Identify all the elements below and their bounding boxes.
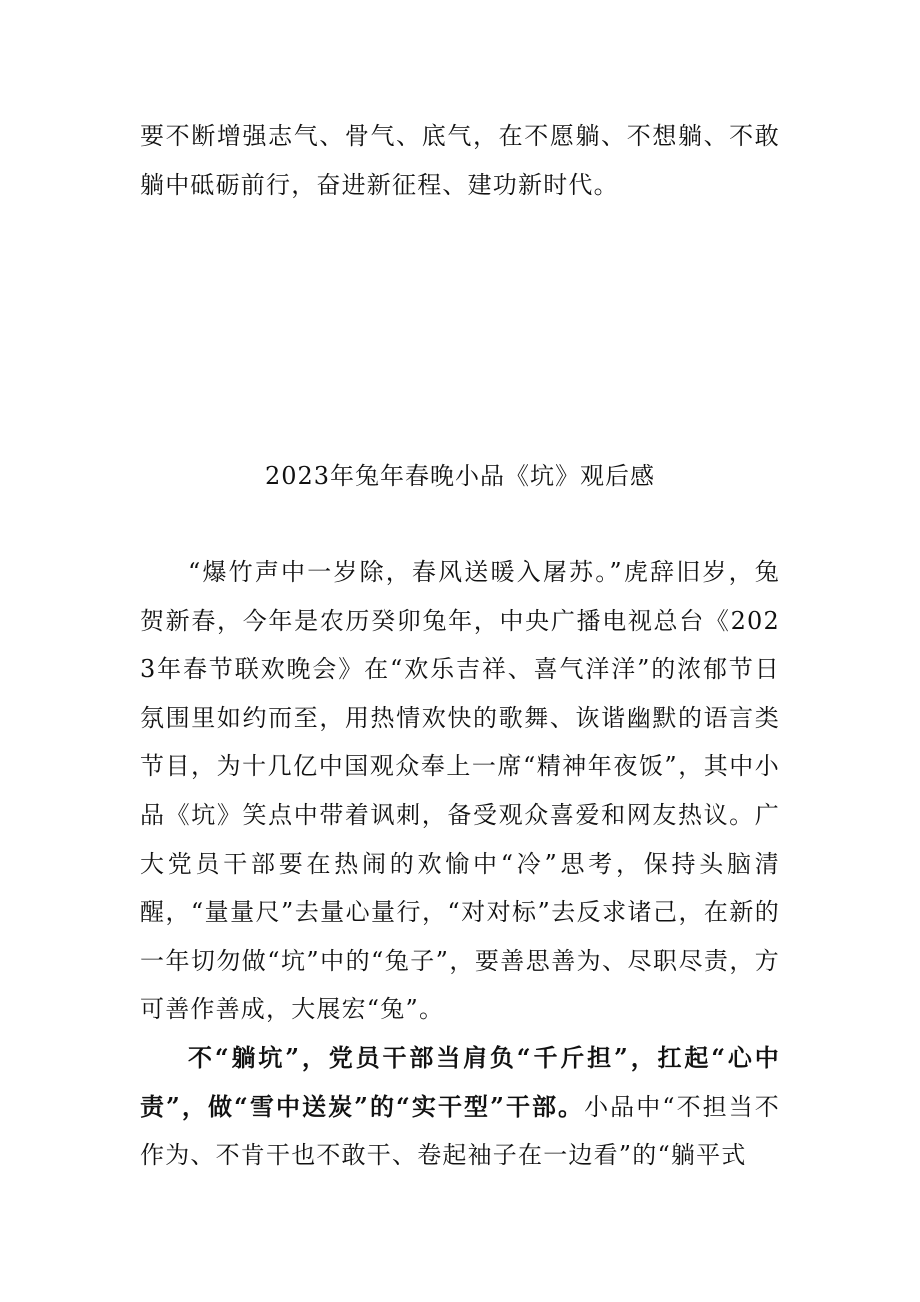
paragraph-second-text: 小品中“不担当不作为、不肯干也不敢干、卷起袖子在一边看”的“躺平式 (140, 1092, 780, 1170)
paragraph-intro: “爆竹声中一岁除，春风送暖入屠苏。”虎辞旧岁，兔贺新春，今年是农历癸卯兔年，中央广播电视总台《2023年春节联欢晚会》在“欢乐吉祥、喜气洋洋”的浓郁节日氛围里如约而至，用热情欢快的歌舞、诙谐幽默的语言类节目，为十几亿中国观众奉上一席“精神年夜饭”，其中小品《坑》笑点中带着讽刺，备受观众喜爱和网友热议。广大党员干部要在热闹的欢愉中“冷”思考，保持头脑清醒，“量量尺”去量心量行，“对对标”去反求诸己，在新的一年切勿做“坑”中的“兔子”，要善思善为、尽职尽责，方可善作善成，大展宏“兔”。 (140, 558, 780, 1024)
article-body (140, 548, 780, 1180)
paragraph-second-bold-lead: 不“躺坑”，党员干部当肩负“千斤担”，扛起“心中责”，做“雪中送炭”的“实干型”干部。 (140, 1042, 780, 1121)
previous-paragraph-tail: 要不断增强志气、骨气、底气，在不愿躺、不想躺、不敢躺中砥砺前行，奋进新征程、建功新时代。 (140, 122, 780, 199)
paragraph-second (140, 1034, 780, 1180)
article-title: 2023年兔年春晚小品《坑》观后感 (264, 462, 656, 490)
